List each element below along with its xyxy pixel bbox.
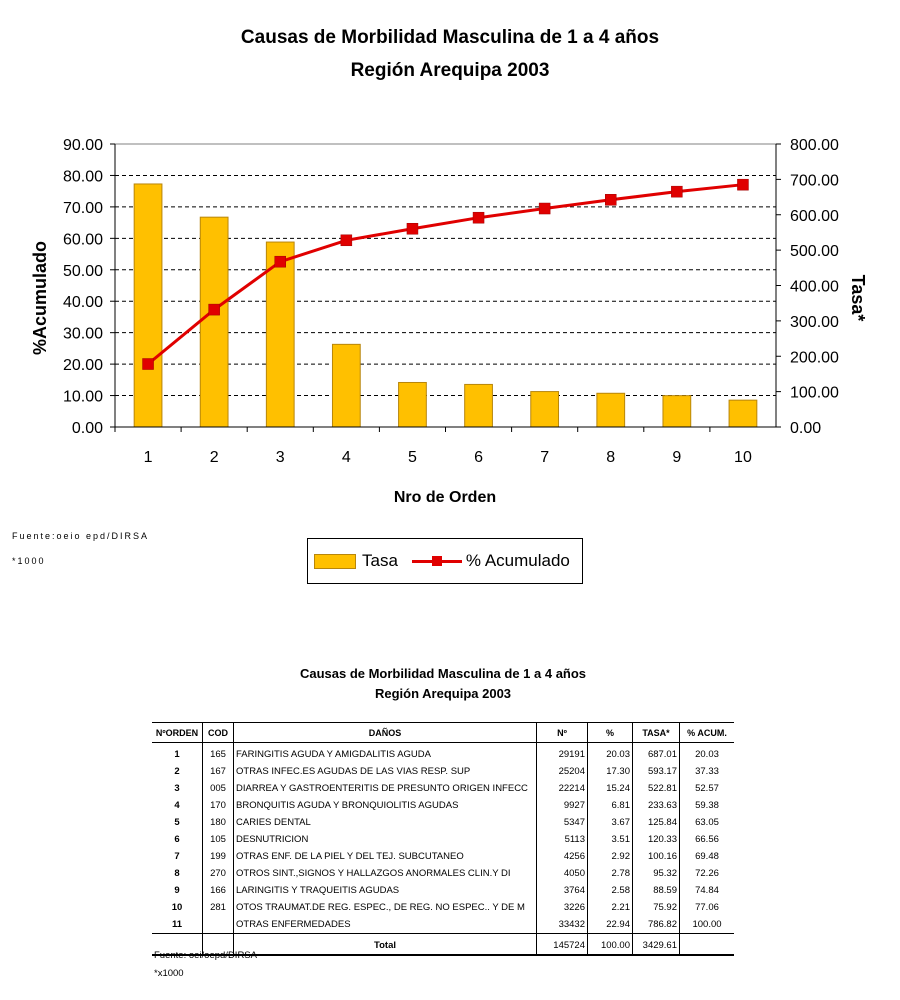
legend-item-tasa — [308, 551, 398, 571]
table-row — [152, 916, 734, 934]
cell-dano-text: OTRAS INFEC.ES AGUDAS DE LAS VIAS RESP. SUP — [236, 766, 471, 777]
cell-orden: 6 — [174, 834, 180, 845]
cell-dano-text: OTROS SINT.,SIGNOS Y HALLAZGOS ANORMALES CLIN.Y DI — [236, 868, 511, 879]
point-acumulado — [473, 212, 484, 223]
point-acumulado — [209, 304, 220, 315]
cell-dano — [234, 848, 537, 865]
cell-dano-text: LARINGITIS Y TRAQUEITIS AGUDAS — [236, 885, 400, 896]
x-tick-label: 7 — [540, 449, 550, 466]
y-left-tick-label: 10.00 — [62, 388, 103, 406]
point-acumulado — [407, 223, 418, 234]
header-cod: COD — [203, 723, 234, 743]
cell-pct: 6.81 — [588, 797, 633, 814]
cell-cod: 180 — [203, 814, 234, 831]
y-right-tick-label: 100.00 — [790, 384, 839, 402]
pareto-chart — [0, 120, 900, 520]
cell-cod: 170 — [203, 797, 234, 814]
cell-dano — [234, 831, 537, 848]
table-row — [152, 882, 734, 899]
cell-cod: 005 — [203, 780, 234, 797]
cell-tasa: 100.16 — [633, 848, 680, 865]
cell-acum: 69.48 — [680, 848, 735, 865]
y-right-tick-label: 400.00 — [790, 278, 839, 296]
x-tick-label: 1 — [143, 449, 153, 466]
total-tasa: 3429.61 — [633, 934, 680, 956]
cell-orden: 7 — [174, 851, 180, 862]
cell-dano — [234, 899, 537, 916]
total-label: Total — [234, 934, 537, 956]
cell-dano-text: OTOS TRAUMAT.DE REG. ESPEC., DE REG. NO ESPEC.. Y DE M — [236, 902, 525, 913]
line-acumulado — [148, 185, 743, 364]
x-axis-label: Nro de Orden — [393, 489, 497, 506]
cell-dano — [234, 763, 537, 780]
y-left-tick-label: 90.00 — [62, 137, 103, 154]
cell-orden: 3 — [174, 783, 180, 794]
cell-n: 3764 — [537, 882, 588, 899]
table-header-row — [152, 723, 734, 743]
y-left-tick-label: 20.00 — [62, 357, 103, 375]
cell-dano — [234, 814, 537, 831]
table-row — [152, 780, 734, 797]
point-acumulado — [539, 203, 550, 214]
cell-acum: 66.56 — [680, 831, 735, 848]
y-left-tick-label: 0.00 — [71, 420, 103, 437]
cell-pct: 3.67 — [588, 814, 633, 831]
cell-n: 5113 — [537, 831, 588, 848]
cell-tasa: 687.01 — [633, 743, 680, 764]
bars-layer — [134, 184, 757, 427]
table-row — [152, 814, 734, 831]
cell-tasa: 522.81 — [633, 780, 680, 797]
cell-tasa: 125.84 — [633, 814, 680, 831]
header-n: Nº — [537, 723, 588, 743]
x-tick-label: 6 — [474, 449, 484, 466]
cell-tasa: 593.17 — [633, 763, 680, 780]
cell-tasa: 95.32 — [633, 865, 680, 882]
table-row — [152, 848, 734, 865]
header-tasa: TASA* — [633, 723, 680, 743]
bar-tasa — [332, 344, 360, 427]
legend-bar-swatch — [314, 554, 356, 569]
table-row — [152, 763, 734, 780]
cell-dano — [234, 865, 537, 882]
cell-orden: 8 — [174, 868, 180, 879]
cell-n: 4256 — [537, 848, 588, 865]
cell-acum: 63.05 — [680, 814, 735, 831]
cell-n: 9927 — [537, 797, 588, 814]
total-n: 145724 — [537, 934, 588, 956]
header-danos: DAÑOS — [234, 723, 537, 743]
y-left-tick-label: 40.00 — [62, 294, 103, 312]
table-row — [152, 865, 734, 882]
cell-pct: 3.51 — [588, 831, 633, 848]
cell-pct: 2.78 — [588, 865, 633, 882]
table-row — [152, 831, 734, 848]
cell-acum: 52.57 — [680, 780, 735, 797]
y-right-tick-label: 200.00 — [790, 349, 839, 367]
bar-tasa — [729, 400, 757, 427]
cell-n: 29191 — [537, 743, 588, 764]
y-axis-right-label: Tasa* — [848, 274, 868, 322]
x-tick-label: 2 — [209, 449, 219, 466]
bar-tasa — [200, 217, 228, 427]
cell-dano — [234, 797, 537, 814]
x-tick-label: 4 — [341, 449, 351, 466]
y-right-tick-label: 500.00 — [790, 243, 839, 261]
x-tick-label: 9 — [672, 449, 682, 466]
cell-orden: 11 — [171, 919, 183, 930]
morbidity-table — [152, 722, 734, 956]
header-acum: % ACUM. — [680, 723, 735, 743]
chart-source-note: Fuente:oeio epd/DIRSA — [12, 531, 150, 541]
cell-cod — [203, 916, 234, 934]
bar-tasa — [597, 393, 625, 427]
cell-orden: 4 — [174, 800, 180, 811]
point-acumulado — [341, 235, 352, 246]
point-acumulado — [605, 194, 616, 205]
cell-cod: 167 — [203, 763, 234, 780]
table-body — [152, 743, 734, 934]
x-tick-label: 8 — [606, 449, 616, 466]
cell-dano-text: FARINGITIS AGUDA Y AMIGDALITIS AGUDA — [236, 749, 431, 760]
bar-tasa — [465, 384, 493, 427]
y-left-tick-label: 30.00 — [62, 325, 103, 343]
cell-tasa: 75.92 — [633, 899, 680, 916]
table-footnote-source: Fuente: oei/oepd/DIRSA — [154, 950, 257, 961]
cell-orden: 2 — [174, 766, 180, 777]
chart-legend — [307, 538, 583, 584]
cell-acum: 37.33 — [680, 763, 735, 780]
y-right-tick-label: 600.00 — [790, 207, 839, 225]
cell-dano-text: DESNUTRICION — [236, 834, 309, 845]
cell-n: 22214 — [537, 780, 588, 797]
cell-cod: 199 — [203, 848, 234, 865]
cell-pct: 20.03 — [588, 743, 633, 764]
cell-n: 3226 — [537, 899, 588, 916]
legend-label-tasa: Tasa — [362, 551, 398, 570]
cell-n: 5347 — [537, 814, 588, 831]
y-left-tick-label: 80.00 — [62, 168, 103, 186]
cell-pct: 17.30 — [588, 763, 633, 780]
cell-n: 4050 — [537, 865, 588, 882]
x-tick-label: 10 — [734, 449, 752, 466]
cell-cod: 166 — [203, 882, 234, 899]
table-title-line1: Causas de Morbilidad Masculina de 1 a 4 años — [299, 666, 587, 681]
bar-tasa — [399, 382, 427, 427]
cell-dano — [234, 916, 537, 934]
x-tick-label: 3 — [275, 449, 285, 466]
cell-n: 25204 — [537, 763, 588, 780]
chart-title-line2: Región Arequipa 2003 — [350, 60, 550, 81]
cell-orden: 10 — [171, 902, 183, 913]
table-row — [152, 743, 734, 764]
y-axis-left-label: %Acumulado — [30, 240, 50, 356]
y-left-tick-label: 50.00 — [62, 262, 103, 280]
cell-tasa: 233.63 — [633, 797, 680, 814]
cell-orden: 1 — [174, 749, 180, 760]
cell-dano-text: OTRAS ENF. DE LA PIEL Y DEL TEJ. SUBCUTANEO — [236, 851, 464, 862]
table-footnote-multiplier: *x1000 — [154, 968, 184, 979]
cell-dano — [234, 882, 537, 899]
table-row — [152, 797, 734, 814]
cell-acum: 72.26 — [680, 865, 735, 882]
cell-dano-text: CARIES DENTAL — [236, 817, 311, 828]
bar-tasa — [531, 392, 559, 427]
y-right-tick-label: 700.00 — [790, 172, 839, 190]
cell-orden: 5 — [174, 817, 180, 828]
cell-orden: 9 — [174, 885, 180, 896]
table-title-line2: Región Arequipa 2003 — [374, 686, 512, 701]
y-left-tick-label: 70.00 — [62, 199, 103, 217]
cell-pct: 2.92 — [588, 848, 633, 865]
line-layer — [143, 179, 749, 369]
legend-line-marker — [412, 553, 462, 569]
total-cell-empty — [680, 934, 735, 956]
cell-acum: 74.84 — [680, 882, 735, 899]
cell-acum: 20.03 — [680, 743, 735, 764]
cell-n: 33432 — [537, 916, 588, 934]
cell-pct: 2.21 — [588, 899, 633, 916]
cell-pct: 15.24 — [588, 780, 633, 797]
header-pct: % — [588, 723, 633, 743]
cell-tasa: 120.33 — [633, 831, 680, 848]
cell-cod: 270 — [203, 865, 234, 882]
cell-pct: 22.94 — [588, 916, 633, 934]
point-acumulado — [275, 256, 286, 267]
cell-acum: 100.00 — [680, 916, 735, 934]
point-acumulado — [737, 179, 748, 190]
bar-tasa — [663, 396, 691, 427]
cell-tasa: 88.59 — [633, 882, 680, 899]
cell-pct: 2.58 — [588, 882, 633, 899]
x-tick-label: 5 — [407, 449, 417, 466]
y-left-tick-label: 60.00 — [62, 231, 103, 249]
cell-cod: 105 — [203, 831, 234, 848]
header-orden: NºORDEN — [152, 723, 203, 743]
cell-dano — [234, 780, 537, 797]
cell-dano-text: BRONQUITIS AGUDA Y BRONQUIOLITIS AGUDAS — [236, 800, 459, 811]
y-right-tick-label: 0.00 — [790, 420, 822, 437]
legend-label-acumulado: % Acumulado — [465, 551, 570, 570]
legend-item-acumulado — [398, 551, 570, 571]
y-right-tick-label: 300.00 — [790, 313, 839, 331]
cell-cod: 281 — [203, 899, 234, 916]
cell-dano — [234, 743, 537, 764]
point-acumulado — [143, 359, 154, 370]
point-acumulado — [671, 186, 682, 197]
cell-acum: 59.38 — [680, 797, 735, 814]
cell-dano-text: DIARREA Y GASTROENTERITIS DE PRESUNTO ORIGEN INFECC — [236, 783, 528, 794]
chart-title-line1: Causas de Morbilidad Masculina de 1 a 4 años — [240, 27, 660, 48]
total-pct: 100.00 — [588, 934, 633, 956]
cell-cod: 165 — [203, 743, 234, 764]
cell-acum: 77.06 — [680, 899, 735, 916]
table-row — [152, 899, 734, 916]
bar-tasa — [134, 184, 162, 427]
y-right-tick-label: 800.00 — [790, 137, 839, 154]
cell-dano-text: OTRAS ENFERMEDADES — [236, 919, 351, 930]
cell-tasa: 786.82 — [633, 916, 680, 934]
chart-multiplier-note: *1000 — [12, 556, 46, 566]
